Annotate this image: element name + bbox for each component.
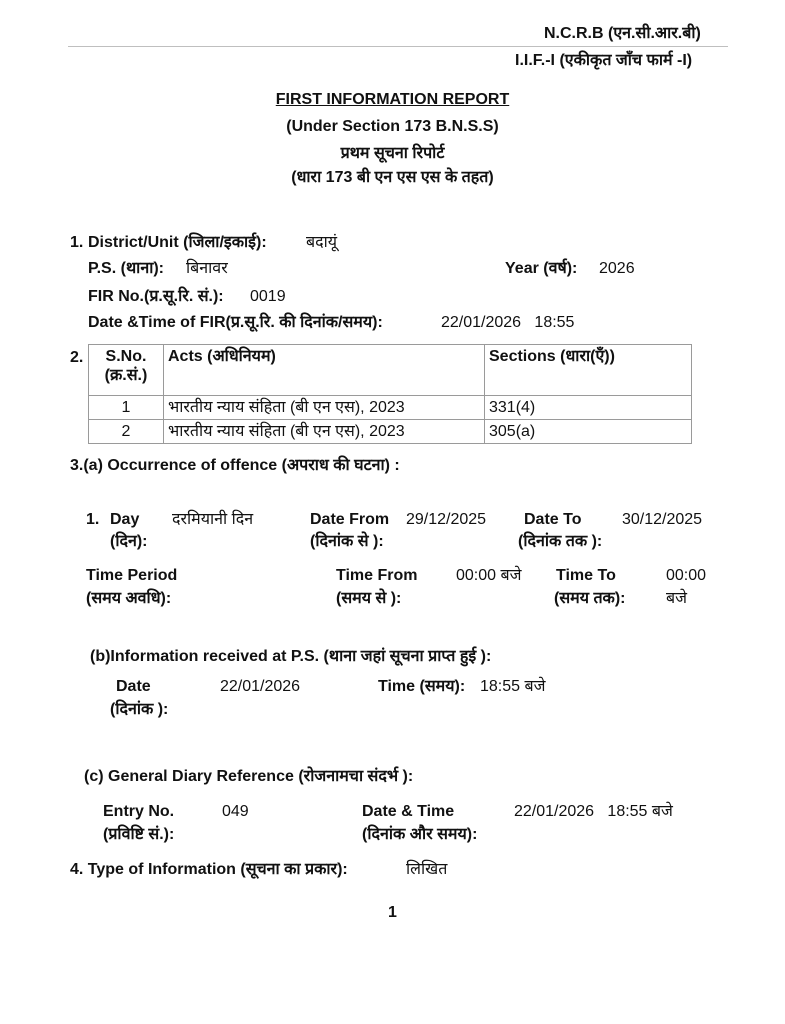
year-value: 2026 — [599, 260, 635, 277]
gd-datetime-value: 22/01/2026 18:55 बजे — [514, 803, 673, 820]
date-to-value: 30/12/2025 — [622, 511, 703, 528]
item2-number: 2. — [70, 349, 84, 366]
ps-value: बिनावर — [186, 260, 228, 277]
header-sno: S.No. (क्र.सं.) — [89, 345, 164, 396]
information-type-value: लिखित — [406, 861, 448, 878]
fir-number-value: 0019 — [250, 288, 286, 305]
fir-datetime-value: 22/01/2026 18:55 — [441, 314, 575, 331]
report-title-hindi: प्रथम सूचना रिपोर्ट — [340, 145, 445, 162]
acts-sections-table — [88, 344, 692, 444]
report-section: (Under Section 173 B.N.S.S) — [286, 118, 499, 135]
day-label-hindi: (दिन): — [110, 533, 148, 550]
date-from-value: 29/12/2025 — [406, 511, 487, 528]
year-label: Year (वर्ष): — [505, 260, 578, 277]
row-sno: 2 — [89, 420, 164, 444]
table-row — [89, 420, 692, 444]
gd-datetime-label-hindi: (दिनांक और समय): — [362, 826, 478, 843]
date-to-label-hindi: (दिनांक तक ): — [518, 533, 603, 550]
header-divider — [68, 46, 728, 47]
time-period-label-hindi: (समय अवधि): — [86, 590, 172, 607]
occurrence-heading: 3.(a) Occurrence of offence (अपराध की घटना) : — [70, 457, 400, 474]
ps-label: P.S. (थाना): — [88, 260, 164, 277]
time-from-label: Time From — [336, 567, 418, 584]
item1-number: 1. — [70, 234, 84, 251]
time-period-label: Time Period — [86, 567, 178, 584]
page-number: 1 — [388, 904, 397, 921]
time-to-value: 00:00 — [666, 567, 707, 584]
general-diary-heading: (c) General Diary Reference (रोजनामचा संदर्भ ): — [84, 768, 414, 785]
info-date-label-hindi: (दिनांक ): — [110, 701, 169, 718]
date-to-label: Date To — [524, 511, 582, 528]
row-sno: 1 — [89, 396, 164, 420]
entry-number-value: 049 — [222, 803, 249, 820]
district-value: बदायूं — [306, 234, 338, 251]
row-act: भारतीय न्याय संहिता (बी एन एस), 2023 — [164, 396, 485, 420]
row-act: भारतीय न्याय संहिता (बी एन एस), 2023 — [164, 420, 485, 444]
table-row — [89, 396, 692, 420]
day-value: दरमियानी दिन — [172, 511, 254, 528]
entry-number-label-hindi: (प्रविष्टि सं.): — [103, 826, 175, 843]
info-date-value: 22/01/2026 — [220, 678, 301, 695]
time-from-value: 00:00 बजे — [456, 567, 522, 584]
iif-label: I.I.F.-I (एकीकृत जाँच फार्म -I) — [515, 52, 693, 69]
time-from-label-hindi: (समय से ): — [336, 590, 402, 607]
time-to-unit: बजे — [666, 590, 688, 607]
day-label: Day — [110, 511, 140, 528]
information-type-label: 4. Type of Information (सूचना का प्रकार): — [70, 861, 348, 878]
date-from-label-hindi: (दिनांक से ): — [310, 533, 384, 550]
header-sections: Sections (धारा(एँ)) — [485, 345, 692, 396]
time-to-label-hindi: (समय तक): — [554, 590, 626, 607]
info-date-label: Date — [116, 678, 151, 695]
entry-number-label: Entry No. — [103, 803, 175, 820]
info-time-value: 18:55 बजे — [480, 678, 546, 695]
day-number: 1. — [86, 511, 100, 528]
time-to-label: Time To — [556, 567, 616, 584]
info-time-label: Time (समय): — [378, 678, 466, 695]
row-section: 331(4) — [485, 396, 692, 420]
info-received-heading: (b)Information received at P.S. (थाना जहां सूचना प्राप्त हुई ): — [90, 648, 492, 665]
fir-datetime-label: Date &Time of FIR(प्र.सू.रि. की दिनांक/समय): — [88, 314, 383, 331]
header-acts: Acts (अधिनियम) — [164, 345, 485, 396]
row-section: 305(a) — [485, 420, 692, 444]
date-from-label: Date From — [310, 511, 390, 528]
fir-number-label: FIR No.(प्र.सू.रि. सं.): — [88, 288, 224, 305]
acts-table-header — [89, 345, 692, 396]
gd-datetime-label: Date & Time — [362, 803, 455, 820]
report-section-hindi: (धारा 173 बी एन एस एस के तहत) — [291, 169, 494, 186]
ncrb-label: N.C.R.B (एन.सी.आर.बी) — [544, 25, 701, 42]
report-title-row — [0, 89, 785, 111]
report-title: FIRST INFORMATION REPORT — [275, 91, 510, 108]
district-label: District/Unit (जिला/इकाई): — [88, 234, 267, 251]
